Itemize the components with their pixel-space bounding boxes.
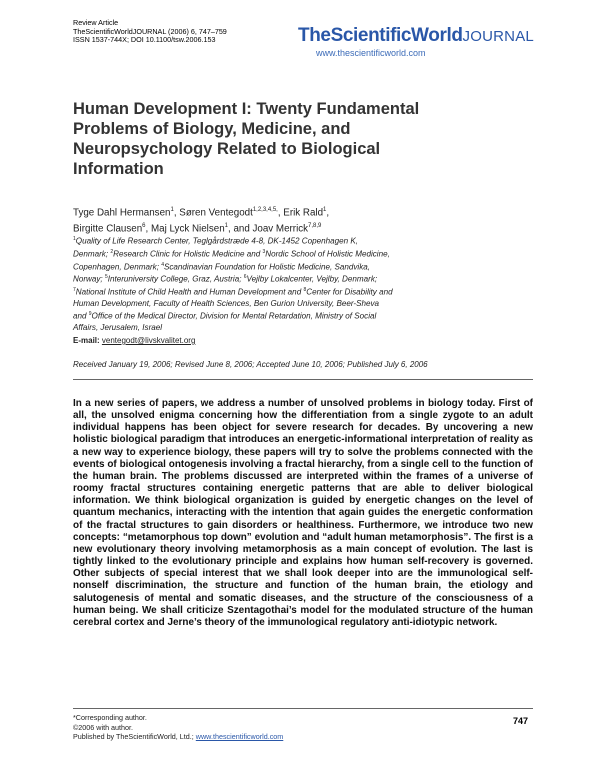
author-affiliation-marker: 1,2,3,4,5, <box>252 207 278 213</box>
publication-dates: Received January 19, 2006; Revised June 8, 2006; Accepted June 10, 2006; Published July 6, 2006 <box>73 360 428 369</box>
author-affiliation-marker: 7,8,9 <box>308 222 322 229</box>
author-name: Erik Rald <box>283 207 324 219</box>
affiliation-text: Research Clinic for Holistic Medicine and <box>113 249 263 259</box>
affiliation-marker: 2 <box>110 248 114 255</box>
logo-url[interactable]: www.thescientificworld.com <box>316 48 426 58</box>
affiliation-marker: 5 <box>104 274 108 281</box>
publisher-link[interactable]: www.thescientificworld.com <box>195 732 284 742</box>
affiliation-text: Scandinavian Foundation for Holistic Medicine, Sandvika, Norway; <box>73 262 371 285</box>
author-affiliation-marker: 1 <box>224 222 228 229</box>
author-list: Tyge Dahl Hermansen$^1$, Søren Ventegodt$^{1,2,3,4,5,}$, Erik Rald$^1$, Birgitte Clausen$^6$, Maj Lyck Nielsen$^1$, and Joav Merrick$^{7,8,9}$ <box>73 207 330 235</box>
affiliation-marker: 1 <box>73 236 76 242</box>
email-line <box>73 336 195 345</box>
affiliation-text: Office of the Medical Director, Division for Mental Retardation, Ministry of Social Affairs, Jerusalem, Israel <box>73 311 377 332</box>
issn-doi: ISSN 1537-744X; DOI 10.1100/tsw.2006.153 <box>73 35 216 45</box>
affiliation-marker: 3 <box>262 248 266 255</box>
journal-citation: TheScientificWorldJOURNAL (2006) 6, 747–759 <box>73 26 227 36</box>
author-name: Birgitte Clausen <box>73 223 143 235</box>
journal-logo <box>298 25 534 58</box>
author-name: Maj Lyck Nielsen <box>150 223 225 235</box>
logo-journal: JOURNAL <box>462 28 534 45</box>
affiliation-text: Quality of Life Research Center, Teglgårdstræde 4-8, DK-1452 Copenhagen K, Denmark; <box>73 236 359 259</box>
author-affiliation-marker: 6 <box>142 222 146 229</box>
author-affiliation-marker: 1 <box>170 207 174 213</box>
affiliation-marker: 6 <box>243 274 247 281</box>
article-header <box>73 19 227 45</box>
footer-divider <box>73 708 533 709</box>
publisher: Published by TheScientificWorld, Ltd.; <box>73 732 196 742</box>
author-name: Tyge Dahl Hermansen <box>73 207 171 219</box>
affiliation-text: Center for Disability and Human Development, Faculty of Health Sciences, Ben Gurion University, Beer-Sheva and <box>73 287 393 321</box>
author-name: Søren Ventegodt <box>179 207 253 219</box>
affiliation-text: Interuniversity College, Graz, Austria; <box>107 275 244 285</box>
affiliation-text: National Institute of Child Health and Human Development and <box>75 287 304 297</box>
logo-brand: TheScientificWorld <box>298 25 463 46</box>
footer <box>73 713 283 742</box>
author-name: Joav Merrick <box>252 223 309 235</box>
author-affiliation-marker: 1 <box>323 207 327 213</box>
copyright: ©2006 with author. <box>73 722 134 732</box>
affiliation-text: Nordic School of Holistic Medicine, Copenhagen, Denmark; <box>73 249 390 272</box>
article-type: Review Article <box>73 18 119 27</box>
affiliations <box>73 234 393 333</box>
corresponding-author: *Corresponding author. <box>73 713 147 722</box>
email-link[interactable]: ventegodt@livskvalitet.org <box>101 336 196 345</box>
abstract: In a new series of papers, we address a number of unsolved problems in biology today. First of all, the unsolved enigma concerning how the differentiation from a single zygote to an adult individual happens has been object for severe research for decades. By uncovering a new holistic biological paradigm that introduces an energetic-informational interpretation of reality as a new way to experience biology, these papers will try to solve the problems connected with the events of biological ontogenesis involving a fractal hierarchy, from a single cell to the function of the human brain. The problems discussed are interpreted within the frames of a universe of roomy fractal structures containing energetic patterns that are able to deliver biological information. We think biological organization is guided by energetic changes on the level of quantum mechanics, interacting with the intention that again guides the energetic conformation of the fractal structures to gain disorders or healthiness. Furthermore, we introduce two new concepts: “metamorphous top down” evolution and “adult human metamorphosis”. The first is a new evolutionary theory involving metamorphosis as a main concept of evolution. The last is tightly linked to the evolutionary principle and explains how human self-recovery is governed. Other subjects of special interest that we shall look deeper into are the immunological self-nonself discrimination, the structure and function of the human brain, the etiology and salutogenesis of mental and somatic diseases, and the structure of the consciousness of a human being. We shall criticize Szentagothai’s model for the modulated structure of the human cerebral cortex and Jerne’s theory of the immunological regulatory anti-idiotypic network. <box>73 398 533 628</box>
page-number: 747 <box>513 716 529 726</box>
paper-title: Human Development I: Twenty Fundamental Problems of Biology, Medicine, and Neuropsychology Related to Biological Information <box>73 100 420 178</box>
email-label: E-mail: <box>73 336 100 345</box>
affiliation-marker: 7 <box>73 287 76 294</box>
affiliation-marker: 9 <box>88 311 92 317</box>
affiliation-marker: 8 <box>303 287 307 294</box>
affiliation-text: Vejlby Lokalcenter, Vejlby, Denmark; <box>246 275 378 285</box>
divider <box>73 379 533 380</box>
affiliation-marker: 4 <box>161 261 164 268</box>
